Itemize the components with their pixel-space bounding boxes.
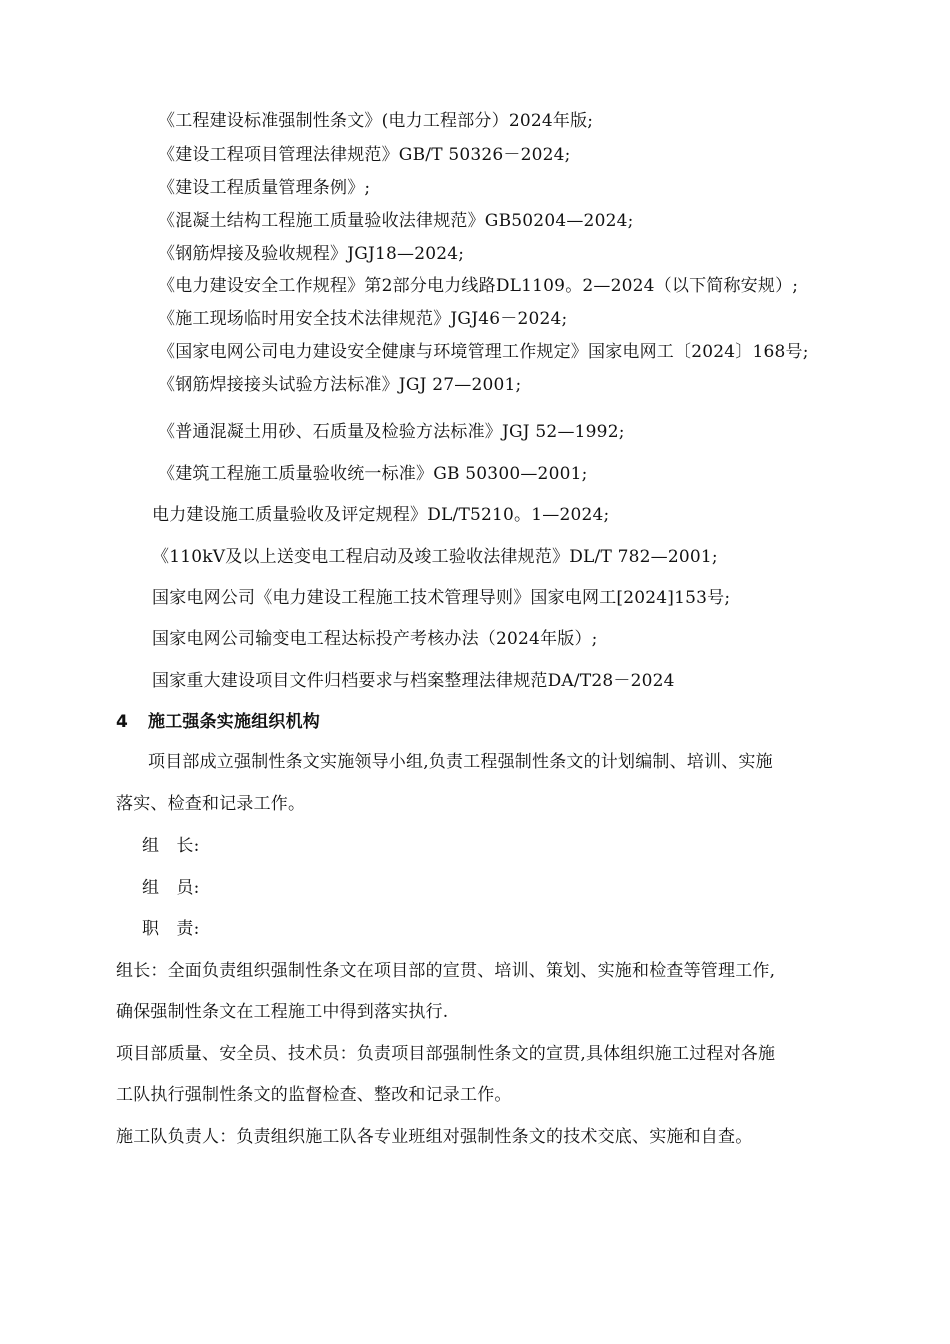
duty-paragraph-line: 确保强制性条文在工程施工中得到落实执行. [116,1002,449,1022]
section-title: 施工强条实施组织机构 [148,712,320,732]
reference-item: 国家电网公司输变电工程达标投产考核办法（2024年版）; [152,629,598,649]
intro-paragraph-line: 落实、检查和记录工作。 [116,794,306,814]
reference-item: 《建设工程质量管理条例》; [158,178,371,198]
reference-item: 《建设工程项目管理法律规范》GB/T 50326－2024; [158,145,571,165]
reference-item: 《工程建设标准强制性条文》(电力工程部分）2024年版; [158,111,594,131]
reference-item: 《混凝土结构工程施工质量验收法律规范》GB50204—2024; [158,211,634,231]
intro-paragraph-line: 项目部成立强制性条文实施领导小组,负责工程强制性条文的计划编制、培训、实施 [148,752,773,772]
member-label: 组 员: [142,878,200,898]
duty-paragraph-line: 施工队负责人：负责组织施工队各专业班组对强制性条文的技术交底、实施和自查。 [116,1127,753,1147]
reference-item: 《电力建设安全工作规程》第2部分电力线路DL1109。2—2024（以下简称安规）; [158,276,799,296]
duty-paragraph-line: 项目部质量、安全员、技术员：负责项目部强制性条文的宣贯,具体组织施工过程对各施 [116,1044,776,1064]
reference-item: 电力建设施工质量验收及评定规程》DL/T5210。1—2024; [152,505,610,525]
reference-item: 《施工现场临时用安全技术法律规范》JGJ46－2024; [158,309,568,329]
section-number: 4 [116,712,129,732]
reference-item: 《普通混凝土用砂、石质量及检验方法标准》JGJ 52—1992; [158,422,625,442]
leader-label: 组 长: [142,836,200,856]
reference-item: 国家重大建设项目文件归档要求与档案整理法律规范DA/T28－2024 [152,671,675,691]
duty-paragraph-line: 组长：全面负责组织强制性条文在项目部的宣贯、培训、策划、实施和检查等管理工作, [116,961,776,981]
reference-item: 国家电网公司《电力建设工程施工技术管理导则》国家电网工[2024]153号; [152,588,731,608]
reference-item: 《建筑工程施工质量验收统一标准》GB 50300—2001; [158,464,588,484]
reference-item: 《钢筋焊接及验收规程》JGJ18—2024; [158,244,465,264]
reference-item: 《国家电网公司电力建设安全健康与环境管理工作规定》国家电网工〔2024〕168号; [158,342,809,362]
section-heading [116,710,320,734]
reference-item: 《钢筋焊接接头试验方法标准》JGJ 27—2001; [158,375,522,395]
reference-item: 《110kV及以上送变电工程启动及竣工验收法律规范》DL/T 782—2001; [152,547,718,567]
duty-paragraph-line: 工队执行强制性条文的监督检查、整改和记录工作。 [116,1085,512,1105]
duty-label: 职 责: [142,919,200,939]
